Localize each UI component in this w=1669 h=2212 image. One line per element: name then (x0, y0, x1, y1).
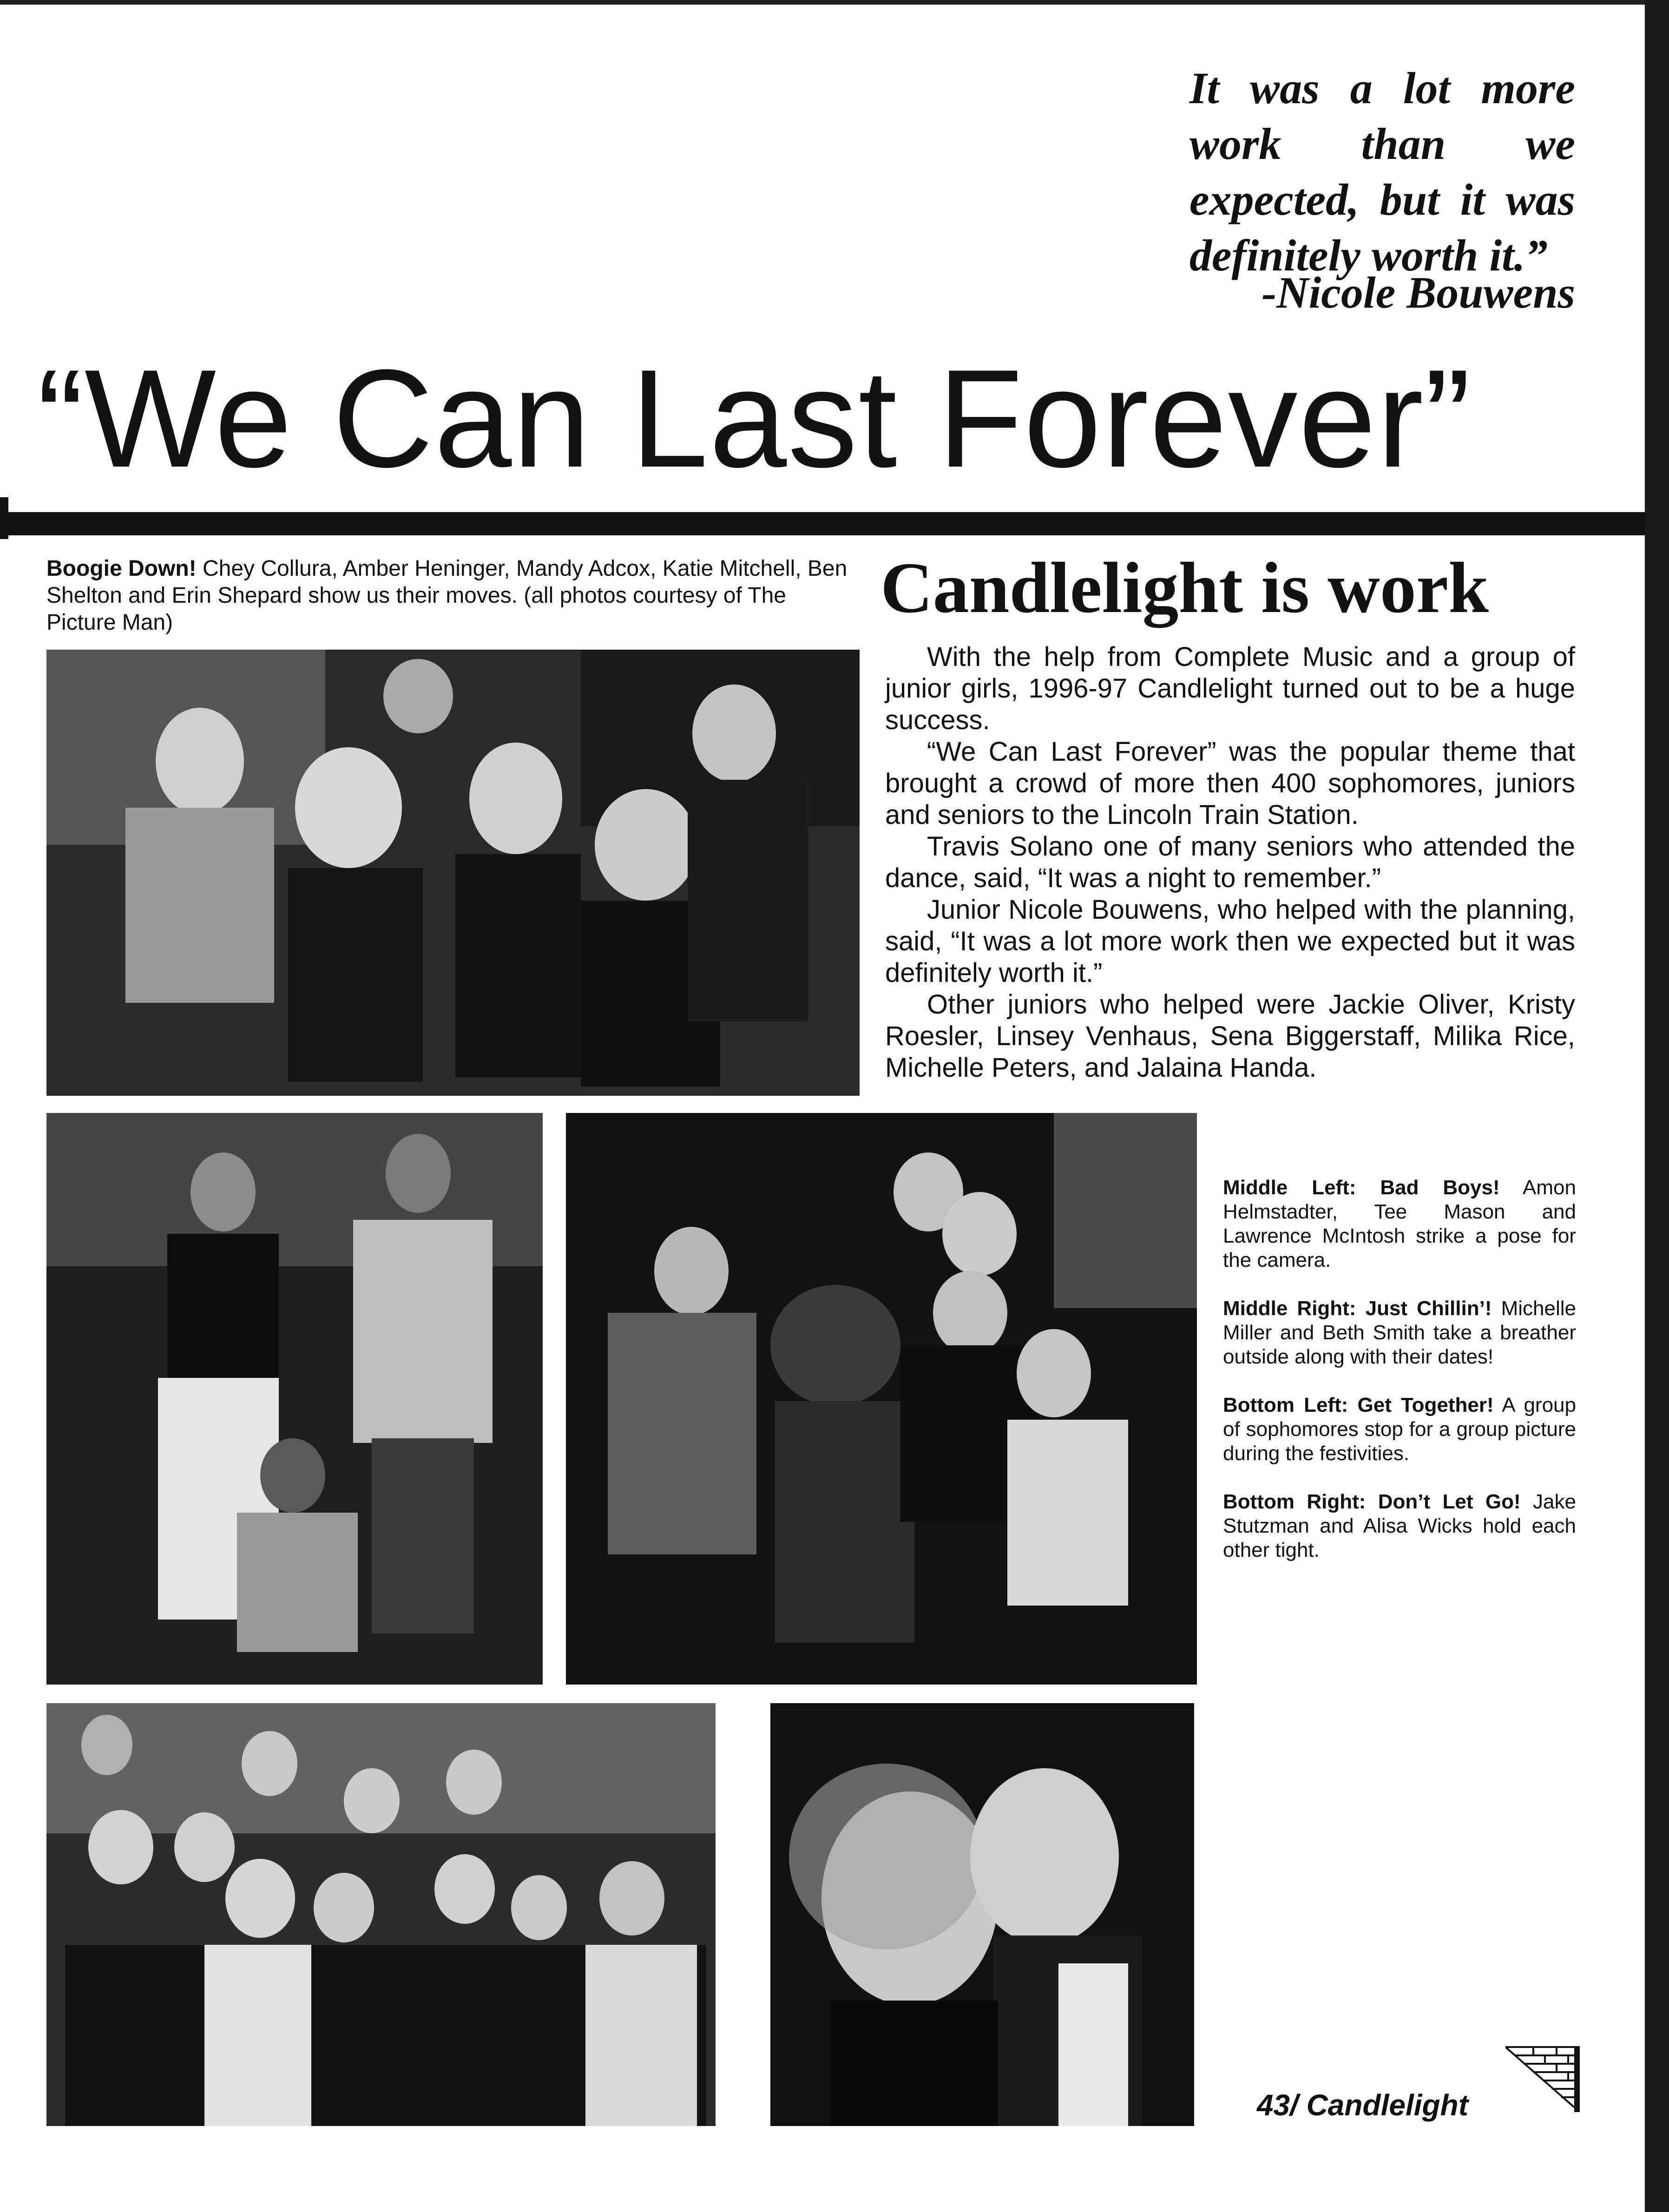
article-paragraph: Junior Nicole Bouwens, who helped with the planning, said, “It was a lot more work then we expected but it was definitely worth it.” (885, 895, 1575, 988)
scan-edge-top (0, 0, 1669, 5)
photo-bad-boys (46, 1113, 543, 1685)
side-caption-item (1223, 1490, 1576, 1562)
photo-boogie-down (46, 650, 860, 1096)
photo-get-together (46, 1703, 716, 2126)
article-paragraph: “We Can Last Forever” was the popular theme that brought a crowd of more then 400 sophomores, juniors and seniors to the Lincoln Train Station. (885, 737, 1575, 830)
article-body (885, 641, 1575, 1084)
article-paragraph: Other juniors who helped were Jackie Oliver, Kristy Roesler, Linsey Venhaus, Sena Biggerstaff, Milika Rice, Michelle Peters, and Jalaina Handa. (885, 989, 1575, 1083)
side-caption-lead: Middle Right: Just Chillin’! (1223, 1297, 1492, 1320)
photo-dont-let-go (770, 1703, 1194, 2126)
photo-just-chillin (566, 1113, 1197, 1685)
side-caption-item (1223, 1393, 1576, 1466)
article-paragraph: Travis Solano one of many seniors who attended the dance, said, “It was a night to remember.” (885, 831, 1575, 893)
side-caption-text: A group of sophomores stop for a group picture during the festivities. (1223, 1394, 1576, 1465)
side-caption-item (1223, 1176, 1576, 1272)
caption-lead: Boogie Down! (46, 556, 197, 581)
corner-brick-icon (1505, 2042, 1580, 2112)
page-folio: 43/ Candlelight (1256, 2088, 1468, 2122)
side-caption-lead: Bottom Left: Get Together! (1223, 1394, 1494, 1416)
side-caption-lead: Bottom Right: Don’t Let Go! (1223, 1490, 1521, 1513)
pull-quote: It was a lot more work than we expected, but it was definitely worth it.” (1189, 63, 1575, 280)
top-photo-caption (46, 555, 855, 636)
article-paragraph: With the help from Complete Music and a group of junior girls, 1996-97 Candlelight turned out to be a huge success. (885, 642, 1575, 735)
side-caption-lead: Middle Left: Bad Boys! (1223, 1176, 1500, 1199)
side-captions (1223, 1176, 1576, 1587)
article-title: Candlelight is work (880, 547, 1489, 628)
headline-rule (8, 512, 1645, 535)
page-headline: “We Can Last Forever” (37, 340, 1472, 496)
caption-text: Chey Collura, Amber Heninger, Mandy Adcox, Katie Mitchell, Ben Shelton and Erin Shepard show us their moves. (all photos courtesy of The Picture Man) (46, 556, 848, 635)
side-caption-text: Michelle Miller and Beth Smith take a breather outside along with their dates! (1223, 1297, 1576, 1368)
side-caption-text: Amon Helmstadter, Tee Mason and Lawrence McIntosh strike a pose for the camera. (1223, 1176, 1576, 1271)
pull-quote-attribution: -Nicole Bouwens (1262, 268, 1575, 317)
scan-edge-right (1645, 0, 1669, 2212)
side-caption-item (1223, 1297, 1576, 1369)
scan-edge-left (0, 497, 8, 539)
side-caption-text: Jake Stutzman and Alisa Wicks hold each other tight. (1223, 1490, 1577, 1561)
